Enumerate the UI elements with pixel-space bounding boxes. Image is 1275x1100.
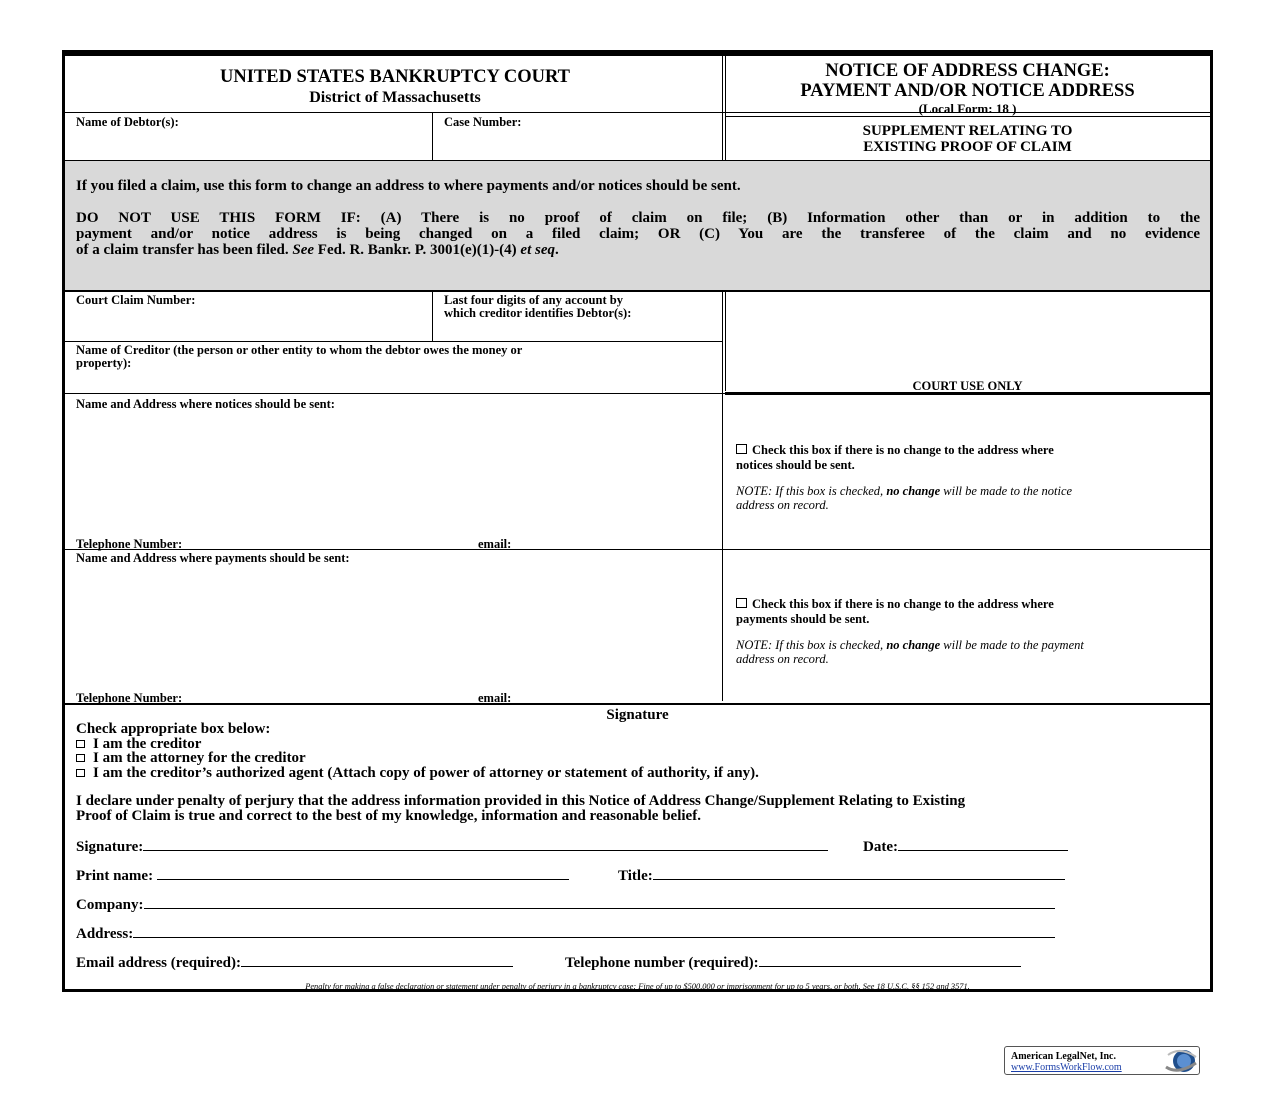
divider (65, 290, 1210, 292)
note-line-2: address on record. (736, 652, 829, 666)
email-field[interactable] (76, 953, 513, 972)
payment-note (736, 638, 1206, 666)
payment-telephone-field[interactable]: Telephone Number: (76, 691, 183, 705)
court-use-only-label: COURT USE ONLY (912, 379, 1023, 393)
title-label: Title: (618, 868, 653, 884)
role-agent-option[interactable] (76, 766, 759, 781)
divider (725, 392, 1210, 395)
divider (725, 290, 726, 391)
declaration-text (76, 794, 965, 823)
notice-note (736, 484, 1206, 512)
warning-line-1: DO NOT USE THIS FORM IF: (A) There is no proof of claim on file; (B) Information other than or in addition to the (76, 210, 1200, 226)
print-name-field[interactable] (76, 866, 569, 885)
divider (725, 116, 1210, 117)
warning-line-3 (76, 242, 1200, 258)
note-bold: no change (886, 638, 941, 652)
notice-check-line-2: notices should be sent. (736, 458, 855, 472)
et-seq-text: et seq (520, 242, 555, 258)
court-title: UNITED STATES BANKRUPTCY COURT (219, 67, 571, 87)
print-name-line[interactable] (157, 866, 569, 880)
date-line[interactable] (898, 837, 1068, 851)
declaration-line-2: Proof of Claim is true and correct to the best of my knowledge, information and reasonable belief. (76, 807, 701, 824)
address-line[interactable] (133, 924, 1055, 938)
checkbox-icon[interactable] (736, 598, 747, 608)
period: . (555, 242, 559, 258)
supplement-title-1: SUPPLEMENT RELATING TO (862, 123, 1073, 139)
title-line[interactable] (653, 866, 1065, 880)
divider (722, 290, 723, 701)
print-name-label: Print name: (76, 868, 154, 884)
payment-no-change-checkbox[interactable] (736, 598, 1206, 626)
checkbox-icon[interactable] (736, 444, 747, 454)
district-title: District of Massachusetts (309, 89, 481, 106)
signature-line[interactable] (143, 837, 828, 851)
warning-line-3-text: of a claim transfer has been filed. (76, 242, 289, 258)
role-creditor-label: I am the creditor (93, 735, 202, 752)
signature-heading: Signature (606, 707, 669, 723)
role-attorney-label: I am the attorney for the creditor (93, 750, 306, 766)
payment-check-line-1: Check this box if there is no change to the address where (752, 597, 1054, 611)
role-agent-label: I am the creditor’s authorized agent (Attach copy of power of attorney or statement of authority, if any). (93, 764, 759, 781)
note-suffix: will be made to the notice (943, 484, 1073, 498)
instructions-line-1: If you filed a claim, use this form to change an address to where payments and/or notices should be sent. (76, 178, 741, 194)
last-four-digits-field[interactable] (444, 294, 631, 320)
title-field[interactable] (618, 866, 1065, 885)
address-field[interactable] (76, 924, 1055, 943)
legalnet-logo (1004, 1046, 1200, 1075)
signer-role-options (76, 722, 759, 780)
company-field[interactable] (76, 895, 1055, 914)
signature-field[interactable] (76, 837, 828, 856)
creditor-name-line-1: Name of Creditor (the person or other entity to whom the debtor owes the money or (76, 343, 523, 357)
payment-email-field[interactable]: email: (478, 691, 512, 705)
company-line[interactable] (144, 895, 1055, 909)
date-field[interactable] (863, 837, 1068, 856)
role-creditor-option[interactable] (76, 737, 759, 752)
company-label: Company: (76, 897, 144, 913)
divider (65, 703, 1210, 705)
role-attorney-option[interactable] (76, 751, 759, 766)
check-prompt: Check appropriate box below: (76, 721, 271, 737)
form-title-line-1: NOTICE OF ADDRESS CHANGE: (825, 61, 1110, 81)
notice-email-field[interactable]: email: (478, 537, 512, 551)
rule-citation: Fed. R. Bankr. P. 3001(e)(1)-(4) (317, 242, 517, 258)
divider (65, 112, 1210, 113)
debtor-name-field[interactable]: Name of Debtor(s): (76, 115, 179, 129)
phone-field[interactable] (565, 953, 1021, 972)
notice-no-change-checkbox[interactable] (736, 444, 1206, 472)
note-line-2: address on record. (736, 498, 829, 512)
email-line[interactable] (241, 953, 513, 967)
note-bold: no change (886, 484, 941, 498)
form-title-line-2: PAYMENT AND/OR NOTICE ADDRESS (800, 81, 1135, 101)
checkbox-icon[interactable] (76, 754, 85, 762)
notice-telephone-field[interactable]: Telephone Number: (76, 537, 183, 551)
address-label: Address: (76, 926, 134, 942)
creditor-name-line-2: property): (76, 356, 132, 370)
divider (65, 160, 1210, 161)
penalty-notice: Penalty for making a false declaration or statement under penalty of perjury in a bankruptcy case: Fine of up to $500,000 or imprisonment for up to 5 years, or both. See 18 U.S.C. §§ 152 and 3571. (305, 982, 970, 991)
notice-check-line-1: Check this box if there is no change to the address where (752, 443, 1054, 457)
email-label: Email address (required): (76, 955, 242, 971)
phone-label: Telephone number (required): (565, 955, 759, 971)
payment-address-field[interactable]: Name and Address where payments should be sent: (76, 551, 350, 565)
court-claim-number-field[interactable]: Court Claim Number: (76, 293, 196, 307)
divider (432, 290, 433, 341)
local-form-number: (Local Form: 18 ) (918, 101, 1017, 116)
note-prefix: NOTE: If this box is checked, (736, 484, 884, 498)
last-four-line-1: Last four digits of any account by (444, 293, 623, 307)
divider (65, 549, 1210, 550)
note-prefix: NOTE: If this box is checked, (736, 638, 884, 652)
declaration-line-1: I declare under penalty of perjury that the address information provided in this Notice of Address Change/Supplement Relating to Existing (76, 793, 966, 809)
creditor-name-field[interactable] (76, 344, 522, 370)
instructions-warning (76, 210, 1200, 258)
warning-line-2: payment and/or notice address is being changed on a filed claim; OR (C) You are the transferee of the claim and no evidence (76, 226, 1200, 242)
divider (432, 112, 433, 160)
logo-company: American LegalNet, Inc. (1011, 1051, 1116, 1062)
supplement-title-2: EXISTING PROOF OF CLAIM (863, 139, 1072, 155)
payment-check-line-2: payments should be sent. (736, 612, 870, 626)
bankruptcy-form (62, 50, 1213, 992)
last-four-line-2: which creditor identifies Debtor(s): (444, 306, 632, 320)
notice-address-field[interactable]: Name and Address where notices should be sent: (76, 397, 335, 411)
phone-line[interactable] (759, 953, 1021, 967)
checkbox-icon[interactable] (76, 740, 85, 748)
divider (65, 341, 723, 342)
logo-url[interactable]: www.FormsWorkFlow.com (1011, 1062, 1122, 1073)
case-number-field[interactable]: Case Number: (444, 115, 522, 129)
date-label: Date: (863, 839, 898, 855)
checkbox-icon[interactable] (76, 769, 85, 777)
note-suffix: will be made to the payment (943, 638, 1084, 652)
globe-icon (1162, 1047, 1200, 1075)
divider (722, 56, 723, 160)
signature-label: Signature: (76, 839, 144, 855)
see-text: See (292, 242, 315, 258)
